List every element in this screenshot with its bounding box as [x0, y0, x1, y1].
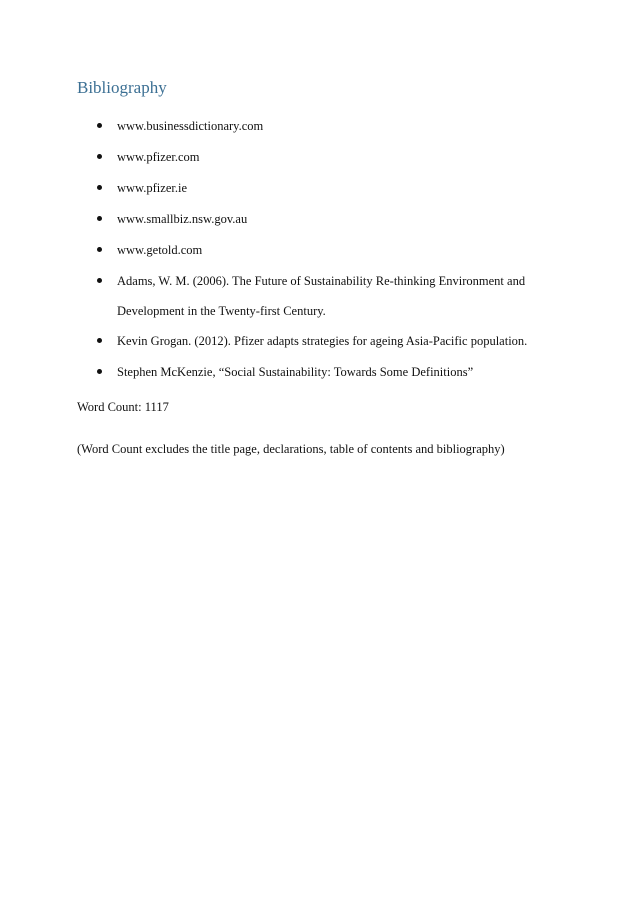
bibliography-text: www.pfizer.com — [117, 150, 200, 164]
bibliography-item — [117, 173, 577, 203]
bullet-icon — [97, 216, 102, 221]
bibliography-item — [117, 235, 577, 265]
bibliography-item — [117, 357, 577, 387]
bibliography-item — [117, 204, 577, 234]
bullet-icon — [97, 247, 102, 252]
bibliography-item — [117, 111, 577, 141]
bibliography-text: Kevin Grogan. (2012). Pfizer adapts strategies for ageing Asia-Pacific population. — [117, 334, 528, 348]
bibliography-text-continued: Development in the Twenty-first Century. — [117, 304, 326, 318]
bibliography-item — [117, 326, 577, 356]
bibliography-text: www.getold.com — [117, 243, 203, 257]
bibliography-heading: Bibliography — [77, 78, 167, 97]
bibliography-text: www.businessdictionary.com — [117, 119, 264, 133]
bullet-icon — [97, 185, 102, 190]
bullet-icon — [97, 338, 102, 343]
bullet-icon — [97, 154, 102, 159]
bullet-icon — [97, 123, 102, 128]
bibliography-text: Adams, W. M. (2006). The Future of Sustainability Re-thinking Environment and — [117, 274, 526, 288]
bullet-icon — [97, 369, 102, 374]
bibliography-text: www.smallbiz.nsw.gov.au — [117, 212, 248, 226]
bullet-icon — [97, 278, 102, 283]
word-count-note: (Word Count excludes the title page, declarations, table of contents and bibliography) — [77, 442, 505, 456]
bibliography-item — [117, 266, 577, 326]
bibliography-text: Stephen McKenzie, “Social Sustainability: Towards Some Definitions” — [117, 365, 474, 379]
bibliography-item — [117, 142, 577, 172]
bibliography-text: www.pfizer.ie — [117, 181, 187, 195]
word-count: Word Count: 1117 — [77, 400, 169, 414]
